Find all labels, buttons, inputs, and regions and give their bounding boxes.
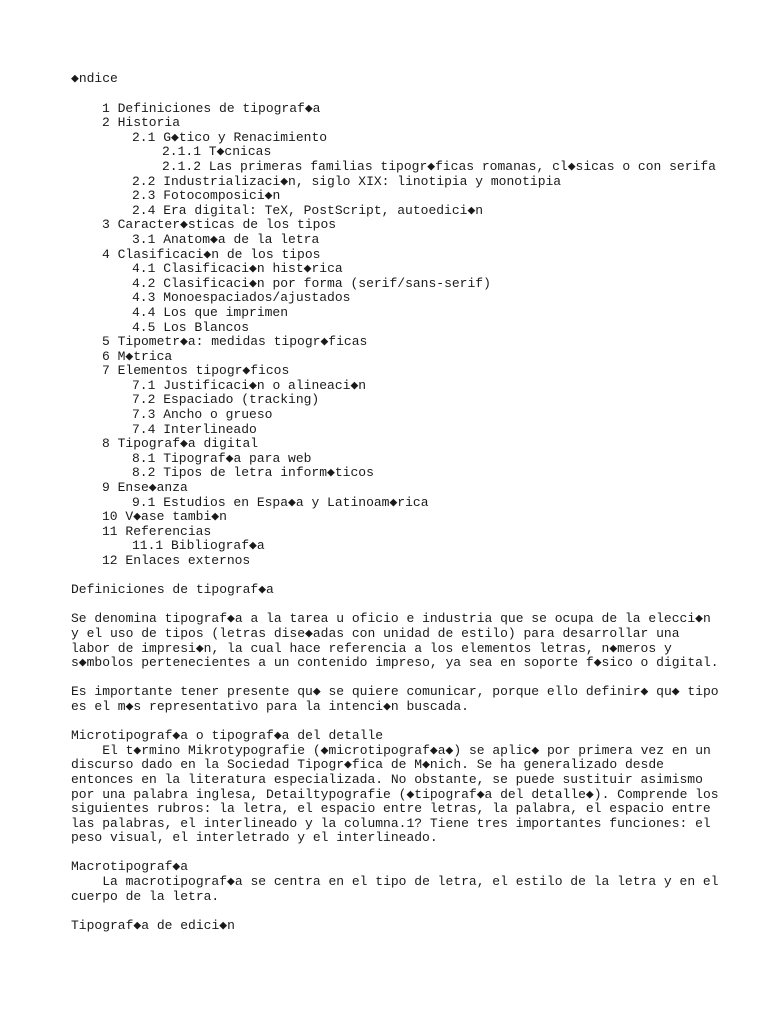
toc-entry[interactable]: 3.1 Anatom◆a de la letra (132, 231, 320, 247)
toc-entry[interactable]: 6 M◆trica (102, 348, 173, 364)
toc-entry[interactable]: 11 Referencias (102, 523, 212, 539)
toc-entry[interactable]: 2.3 Fotocomposici◆n (132, 188, 281, 204)
paragraph-line: entonces en la literatura especializada. No obstante, se puede sustituir asimismo (71, 771, 703, 787)
paragraph-line: La macrotipograf◆a se centra en el tipo de letra, el estilo de la letra y en el (71, 874, 719, 890)
toc-entry[interactable]: 4.5 Los Blancos (132, 319, 250, 335)
paragraph-line: peso visual, el interletrado y el interlineado. (71, 830, 438, 846)
toc-entry[interactable]: 1 Definiciones de tipograf◆a (102, 100, 321, 116)
table-of-contents (71, 102, 751, 569)
toc-entry[interactable]: 2.1.1 T◆cnicas (162, 144, 272, 160)
section-heading: Definiciones de tipograf◆a (71, 582, 274, 598)
toc-entry[interactable]: 7 Elementos tipogr◆ficos (102, 363, 290, 379)
toc-entry[interactable]: 11.1 Bibliograf◆a (132, 538, 265, 554)
toc-entry[interactable]: 2.1.2 Las primeras familias tipogr◆ficas romanas, cl◆sicas o con serifa (162, 158, 716, 174)
toc-entry[interactable]: 4.3 Monoespaciados/ajustados (132, 290, 351, 306)
section-heading: Microtipograf◆a o tipograf◆a del detalle (71, 728, 384, 744)
toc-entry[interactable]: 9.1 Estudios en Espa◆a y Latinoam◆rica (132, 494, 429, 510)
toc-entry[interactable]: 10 V◆ase tambi◆n (102, 509, 227, 525)
document-body (71, 583, 751, 933)
paragraph-line: siguientes rubros: la letra, el espacio entre letras, la palabra, el espacio entre (71, 801, 711, 817)
toc-entry[interactable]: 4.2 Clasificaci◆n por forma (serif/sans-serif) (132, 275, 491, 291)
toc-entry[interactable]: 8 Tipograf◆a digital (102, 436, 259, 452)
toc-entry[interactable]: 2.2 Industrializaci◆n, siglo XIX: linotipia y monotipia (132, 173, 562, 189)
paragraph-line: Es importante tener presente qu◆ se quiere comunicar, porque ello definir◆ qu◆ tipo (71, 684, 719, 700)
toc-entry[interactable]: 2.4 Era digital: TeX, PostScript, autoedici◆n (132, 202, 484, 218)
paragraph-line: y el uso de tipos (letras dise◆adas con unidad de estilo) para desarrollar una (71, 625, 680, 641)
toc-entry[interactable]: 3 Caracter◆sticas de los tipos (102, 217, 337, 233)
paragraph-line: El t◆rmino Mikrotypografie (◆microtipograf◆a◆) se aplic◆ por primera vez en un (71, 742, 711, 758)
toc-entry[interactable]: 5 Tipometr◆a: medidas tipogr◆ficas (102, 334, 368, 350)
toc-entry[interactable]: 9 Ense◆anza (102, 480, 188, 496)
paragraph-line: es el m◆s representativo para la intenci◆n buscada. (71, 698, 469, 714)
toc-entry[interactable]: 7.3 Ancho o grueso (132, 407, 273, 423)
section-heading: Macrotipograf◆a (71, 859, 189, 875)
paragraph-line: Se denomina tipograf◆a a la tarea u oficio e industria que se ocupa de la elecci◆n (71, 611, 711, 627)
paragraph (71, 612, 751, 670)
paragraph-line: cuerpo de la letra. (71, 888, 220, 904)
paragraph-line: las palabras, el interlineado y la columna.1? Tiene tres importantes funciones: el (71, 815, 711, 831)
toc-entry[interactable]: 12 Enlaces externos (102, 553, 251, 568)
toc-entry[interactable]: 8.2 Tipos de letra inform◆ticos (132, 465, 374, 481)
toc-entry[interactable]: 8.1 Tipograf◆a para web (132, 450, 312, 466)
document-page (71, 72, 751, 933)
toc-entry[interactable]: 4 Clasificaci◆n de los tipos (102, 246, 321, 262)
paragraph (71, 875, 751, 904)
toc-entry[interactable]: 2 Historia (102, 115, 181, 131)
paragraph (71, 744, 751, 846)
toc-entry[interactable]: 7.1 Justificaci◆n o alineaci◆n (132, 377, 367, 393)
paragraph-line: por una palabra inglesa, Detailtypografie (◆tipograf◆a del detalle◆). Comprende los (71, 786, 719, 802)
toc-entry[interactable]: 2.1 G◆tico y Renacimiento (132, 129, 328, 145)
index-title: ◆ndice (71, 71, 118, 86)
toc-entry[interactable]: 4.1 Clasificaci◆n hist◆rica (132, 261, 343, 277)
paragraph (71, 685, 751, 714)
paragraph-line: discurso dado en la Sociedad Tipogr◆fica de M◆nich. Se ha generalizado desde (71, 757, 664, 773)
paragraph-line: s◆mbolos pertenecientes a un contenido impreso, ya sea en soporte f◆sico o digital. (71, 655, 719, 671)
toc-entry[interactable]: 4.4 Los que imprimen (132, 304, 289, 320)
toc-entry[interactable]: 7.2 Espaciado (tracking) (132, 392, 320, 408)
section-heading: Tipograf◆a de edici◆n (71, 917, 235, 933)
toc-entry[interactable]: 7.4 Interlineado (132, 421, 257, 437)
paragraph-line: labor de impresi◆n, la cual hace referencia a los elementos letras, n◆meros y (71, 640, 672, 656)
